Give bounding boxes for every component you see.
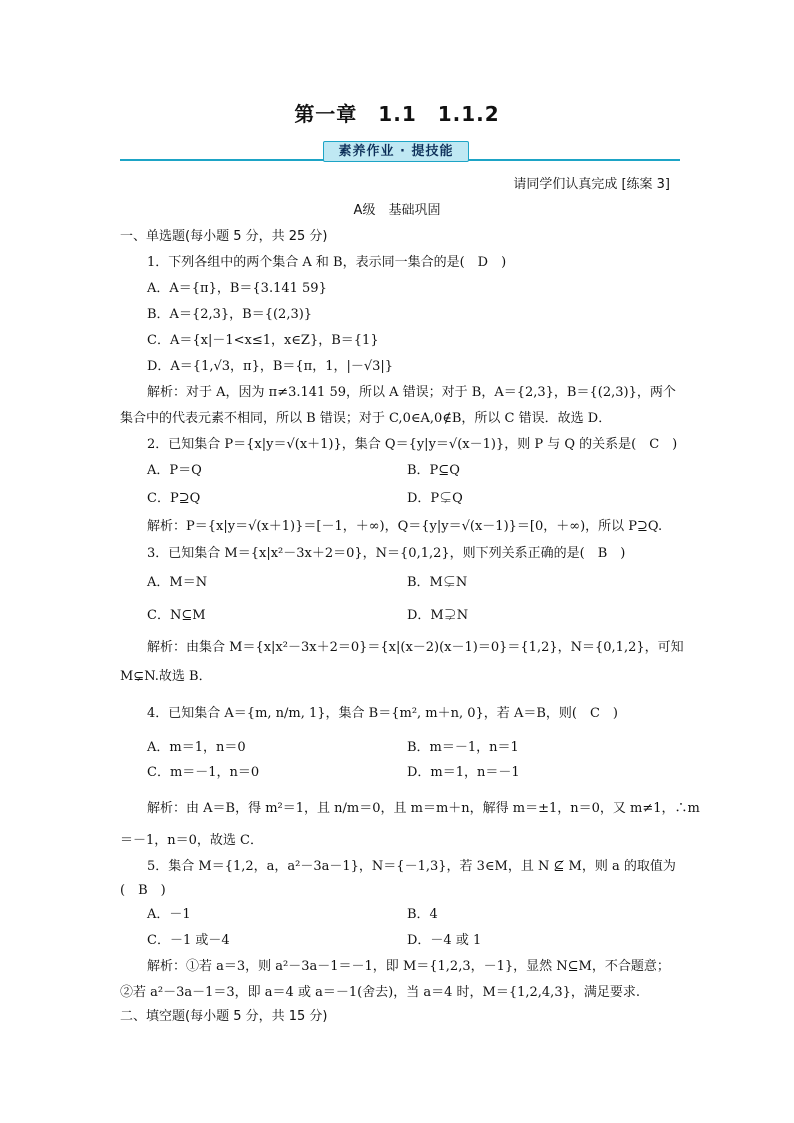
q4-analysis-line-1: 解析：由 A＝B，得 m²＝1，且 n/m＝0，且 m＝m＋n，解得 m＝±1，n＝0，又 m≠1，∴m: [147, 801, 700, 816]
q1-option-c: C．A＝{x|－1<x≤1，x∈Z}，B＝{1}: [147, 333, 379, 348]
q2-stem: 2．已知集合 P＝{x|y＝√(x＋1)}，集合 Q＝{y|y＝√(x－1)}，则 P 与 Q 的关系是( C ): [147, 437, 678, 452]
chapter-title: 第一章 1.1 1.1.2: [294, 102, 500, 126]
q5-stem-line-1: 5．集合 M＝{1,2，a，a²－3a－1}，N＝{－1,3}，若 3∈M，且 N ⊈ M，则 a 的取值为: [147, 859, 676, 874]
q2-option-b: B．P⊆Q: [407, 463, 460, 478]
q5-option-a: A．－1: [147, 907, 191, 922]
q2-option-a: A．P＝Q: [147, 463, 202, 478]
q4-option-a: A．m＝1，n＝0: [147, 740, 246, 755]
q1-analysis-line-2: 集合中的代表元素不相同，所以 B 错误；对于 C,0∈A,0∉B，所以 C 错误．故选 D．: [120, 411, 612, 426]
q2-option-d: D．P⊊Q: [407, 491, 463, 506]
q1-analysis-line-1: 解析：对于 A，因为 π≠3.141 59，所以 A 错误；对于 B，A＝{2,3}，B＝{(2,3)}，两个: [147, 385, 676, 400]
q3-option-d: D．M⊋N: [407, 608, 469, 623]
q3-option-b: B．M⊊N: [407, 575, 468, 590]
q1-option-a: A．A＝{π}，B＝{3.141 59}: [147, 281, 327, 296]
q5-stem-line-2: ( B ): [120, 883, 166, 898]
q5-analysis-line-2: ②若 a²－3a－1＝3，即 a＝4 或 a＝－1(舍去)，当 a＝4 时，M＝{1,2,4,3}，满足要求.: [120, 985, 640, 1000]
q3-analysis-line-2: M⊊N.故选 B．: [120, 669, 212, 684]
section-heading-single-choice: 一、单选题(每小题 5 分，共 25 分): [120, 229, 328, 244]
q5-option-c: C．－1 或－4: [147, 933, 230, 948]
q5-option-d: D．－4 或 1: [407, 933, 482, 948]
q3-stem: 3．已知集合 M＝{x|x²－3x＋2＝0}，N＝{0,1,2}，则下列关系正确的是( B ): [147, 546, 626, 561]
q2-analysis: 解析：P＝{x|y＝√(x＋1)}＝[－1，＋∞)，Q＝{y|y＝√(x－1)}＝[0，＋∞)，所以 P⊇Q.: [147, 519, 663, 534]
q3-option-c: C．N⊆M: [147, 608, 206, 623]
q5-option-b: B．4: [407, 907, 438, 922]
instruction-text: 请同学们认真完成 [练案 3]: [513, 177, 670, 192]
q1-option-d: D．A＝{1,√3，π}，B＝{π，1，|－√3|}: [147, 359, 394, 374]
q2-option-c: C．P⊇Q: [147, 491, 201, 506]
level-heading: A级 基础巩固: [353, 203, 441, 218]
q4-option-d: D．m＝1，n＝－1: [407, 765, 520, 780]
q4-analysis-line-2: ＝－1，n＝0，故选 C．: [120, 833, 263, 848]
q4-option-c: C．m＝－1，n＝0: [147, 765, 260, 780]
q3-analysis-line-1: 解析：由集合 M＝{x|x²－3x＋2＝0}＝{x|(x－2)(x－1)＝0}＝{1,2}，N＝{0,1,2}，可知: [147, 640, 684, 655]
q1-stem: 1．下列各组中的两个集合 A 和 B，表示同一集合的是( D ): [147, 255, 507, 270]
q4-stem: 4．已知集合 A＝{m, n/m, 1}，集合 B＝{m², m＋n, 0}，若 A＝B，则( C ): [147, 706, 618, 721]
q3-option-a: A．M＝N: [147, 575, 208, 590]
q1-option-b: B．A＝{2,3}，B＝{(2,3)}: [147, 307, 313, 322]
q4-option-b: B．m＝－1，n＝1: [407, 740, 519, 755]
section-heading-fill-blank: 二、填空题(每小题 5 分，共 15 分): [120, 1009, 328, 1024]
q5-analysis-line-1: 解析：①若 a＝3，则 a²－3a－1＝－1，即 M＝{1,2,3，－1}，显然 N⊆M，不合题意；: [147, 959, 670, 974]
banner-label: 素养作业 · 提技能: [323, 141, 469, 162]
